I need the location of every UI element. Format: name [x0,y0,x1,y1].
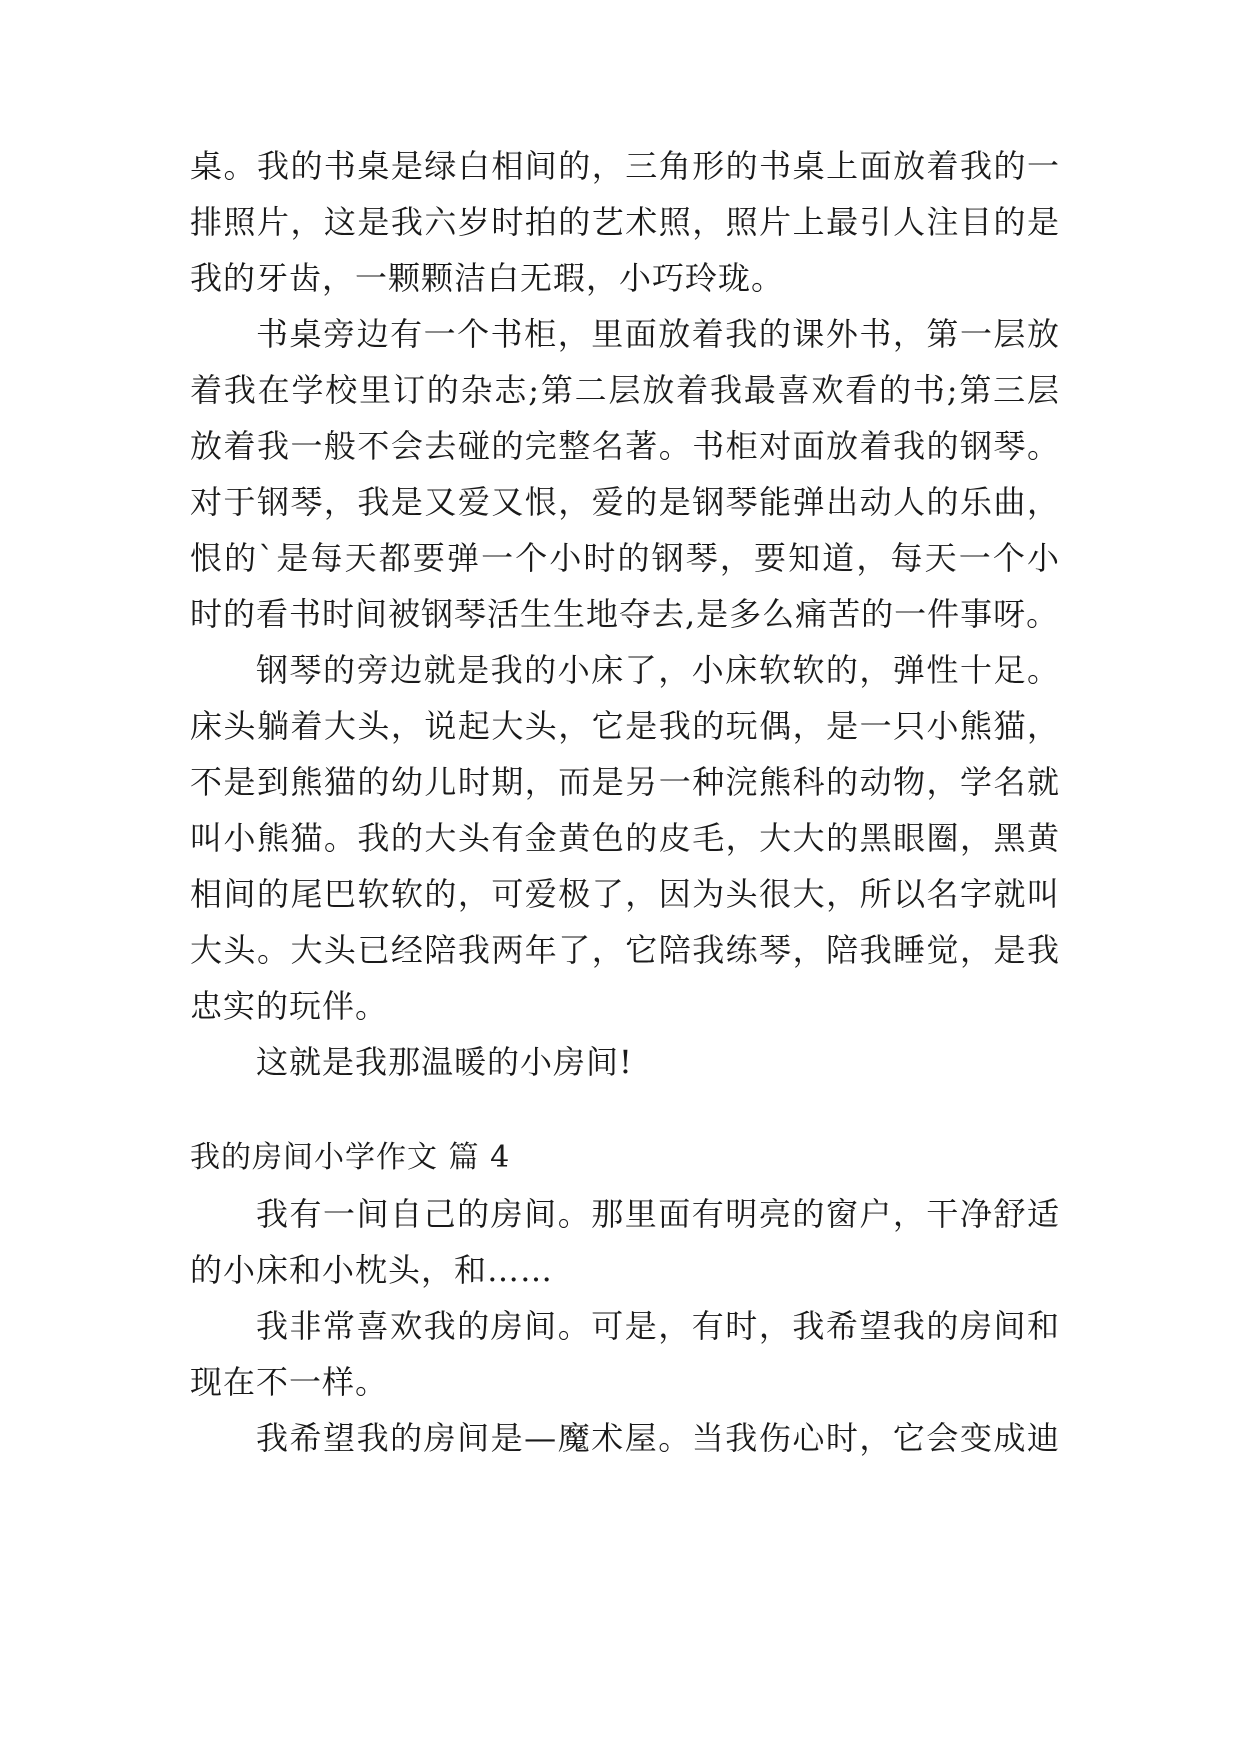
paragraph-line: 桌。我的书桌是绿白相间的，三角形的书桌上面放着我的一 [190,147,1060,185]
paragraph-line: 钢琴的旁边就是我的小床了，小床软软的，弹性十足。 [256,651,1060,689]
paragraph-line: 叫小熊猫。我的大头有金黄色的皮毛，大大的黑眼圈，黑黄 [190,819,1060,857]
paragraph-line: 恨的`是每天都要弹一个小时的钢琴，要知道，每天一个小 [190,539,1060,577]
paragraph-line: 大头。大头已经陪我两年了，它陪我练琴，陪我睡觉，是我 [190,931,1060,969]
paragraph-line: 现在不一样。 [190,1363,389,1401]
paragraph-line: 忠实的玩伴。 [190,987,389,1025]
paragraph-line: 相间的尾巴软软的，可爱极了，因为头很大，所以名字就叫 [190,875,1060,913]
paragraph-line: 我希望我的房间是—魔术屋。当我伤心时，它会变成迪 [256,1419,1060,1457]
paragraph-line: 着我在学校里订的杂志;第二层放着我最喜欢看的书;第三层 [190,371,1060,409]
paragraph-line: 不是到熊猫的幼儿时期，而是另一种浣熊科的动物，学名就 [190,763,1060,801]
paragraph-line: 放着我一般不会去碰的完整名著。书柜对面放着我的钢琴。 [190,427,1060,465]
paragraph-line: 我非常喜欢我的房间。可是，有时，我希望我的房间和 [256,1307,1060,1345]
paragraph-line: 书桌旁边有一个书柜，里面放着我的课外书，第一层放 [256,315,1060,353]
paragraph-line: 这就是我那温暖的小房间! [256,1043,633,1081]
paragraph-line: 排照片，这是我六岁时拍的艺术照，照片上最引人注目的是 [190,203,1060,241]
paragraph-line: 我的牙齿，一颗颗洁白无瑕，小巧玲珑。 [190,259,785,297]
section-heading: 我的房间小学作文 篇 4 [190,1140,511,1175]
paragraph-line: 时的看书时间被钢琴活生生地夺去,是多么痛苦的一件事呀。 [190,595,1060,633]
paragraph-line: 的小床和小枕头，和…… [190,1251,554,1289]
paragraph-line: 对于钢琴，我是又爱又恨，爱的是钢琴能弹出动人的乐曲， [190,483,1060,521]
paragraph-line: 我有一间自己的房间。那里面有明亮的窗户，干净舒适 [256,1195,1060,1233]
paragraph-line: 床头躺着大头，说起大头，它是我的玩偶，是一只小熊猫， [190,707,1060,745]
